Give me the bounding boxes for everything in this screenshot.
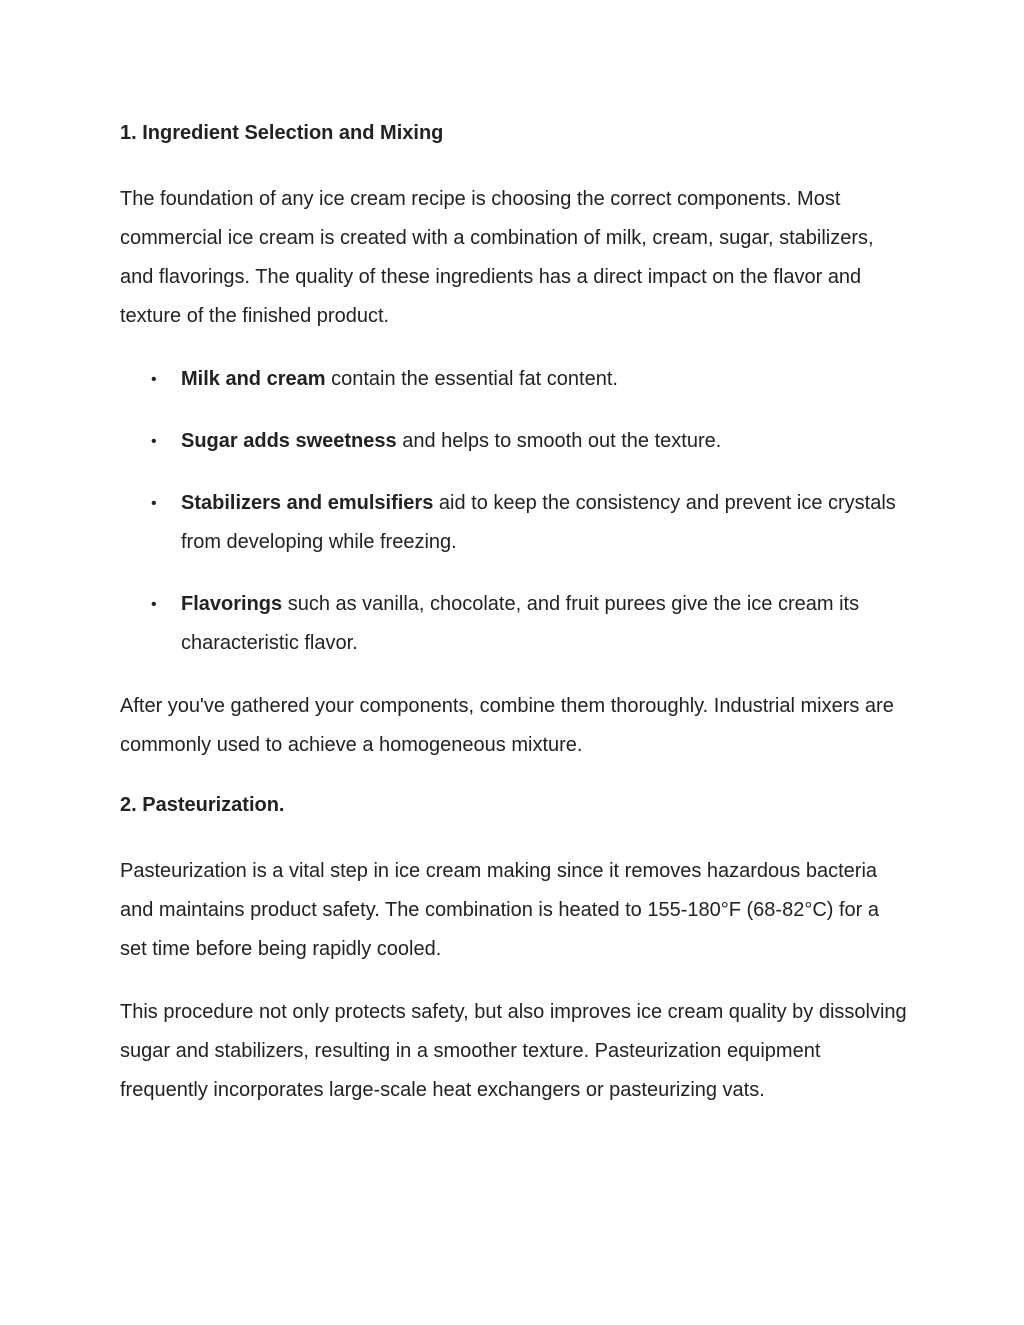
bullet-icon: • xyxy=(151,495,157,512)
ingredient-list xyxy=(120,360,910,663)
list-item-bold: Milk and cream xyxy=(181,368,326,390)
list-item xyxy=(120,422,910,461)
list-item xyxy=(120,484,910,562)
list-item xyxy=(120,585,910,663)
document-page xyxy=(120,117,910,1134)
bullet-icon: • xyxy=(151,433,157,450)
paragraph-pasteurization-1: Pasteurization is a vital step in ice cream making since it removes hazardous bacteria and maintains product safety. The combination is heated to 155-180°F (68-82°C) for a set time before being rapidly cooled. xyxy=(120,860,880,960)
bullet-icon: • xyxy=(151,371,157,388)
list-item xyxy=(120,360,910,399)
section-heading-ingredient-selection: 1. Ingredient Selection and Mixing xyxy=(120,122,444,144)
list-item-bold: Stabilizers and emulsifiers xyxy=(181,492,434,514)
list-item-text: contain the essential fat content. xyxy=(325,368,618,390)
list-item-bold: Flavorings xyxy=(181,593,283,615)
list-item-bold: Sugar adds sweetness xyxy=(181,430,397,452)
paragraph-outro: After you've gathered your components, combine them thoroughly. Industrial mixers are commonly used to achieve a homogeneous mixture. xyxy=(120,695,894,756)
paragraph-pasteurization-2: This procedure not only protects safety, but also improves ice cream quality by dissolving sugar and stabilizers, resulting in a smoother texture. Pasteurization equipment frequently incorporates large-scale heat exchangers or pasteurizing vats. xyxy=(120,1001,907,1101)
bullet-icon: • xyxy=(151,596,157,613)
list-item-text: such as vanilla, chocolate, and fruit purees give the ice cream its characteristic flavor. xyxy=(181,593,860,654)
list-item-text: and helps to smooth out the texture. xyxy=(396,430,722,452)
paragraph-intro: The foundation of any ice cream recipe is choosing the correct components. Most commercial ice cream is created with a combination of milk, cream, sugar, stabilizers, and flavorings. The quality of these ingredients has a direct impact on the flavor and texture of the finished product. xyxy=(120,188,874,327)
section-heading-pasteurization: 2. Pasteurization. xyxy=(120,794,285,816)
list-item-text: aid to keep the consistency and prevent ice crystals from developing while freezing. xyxy=(181,492,896,553)
